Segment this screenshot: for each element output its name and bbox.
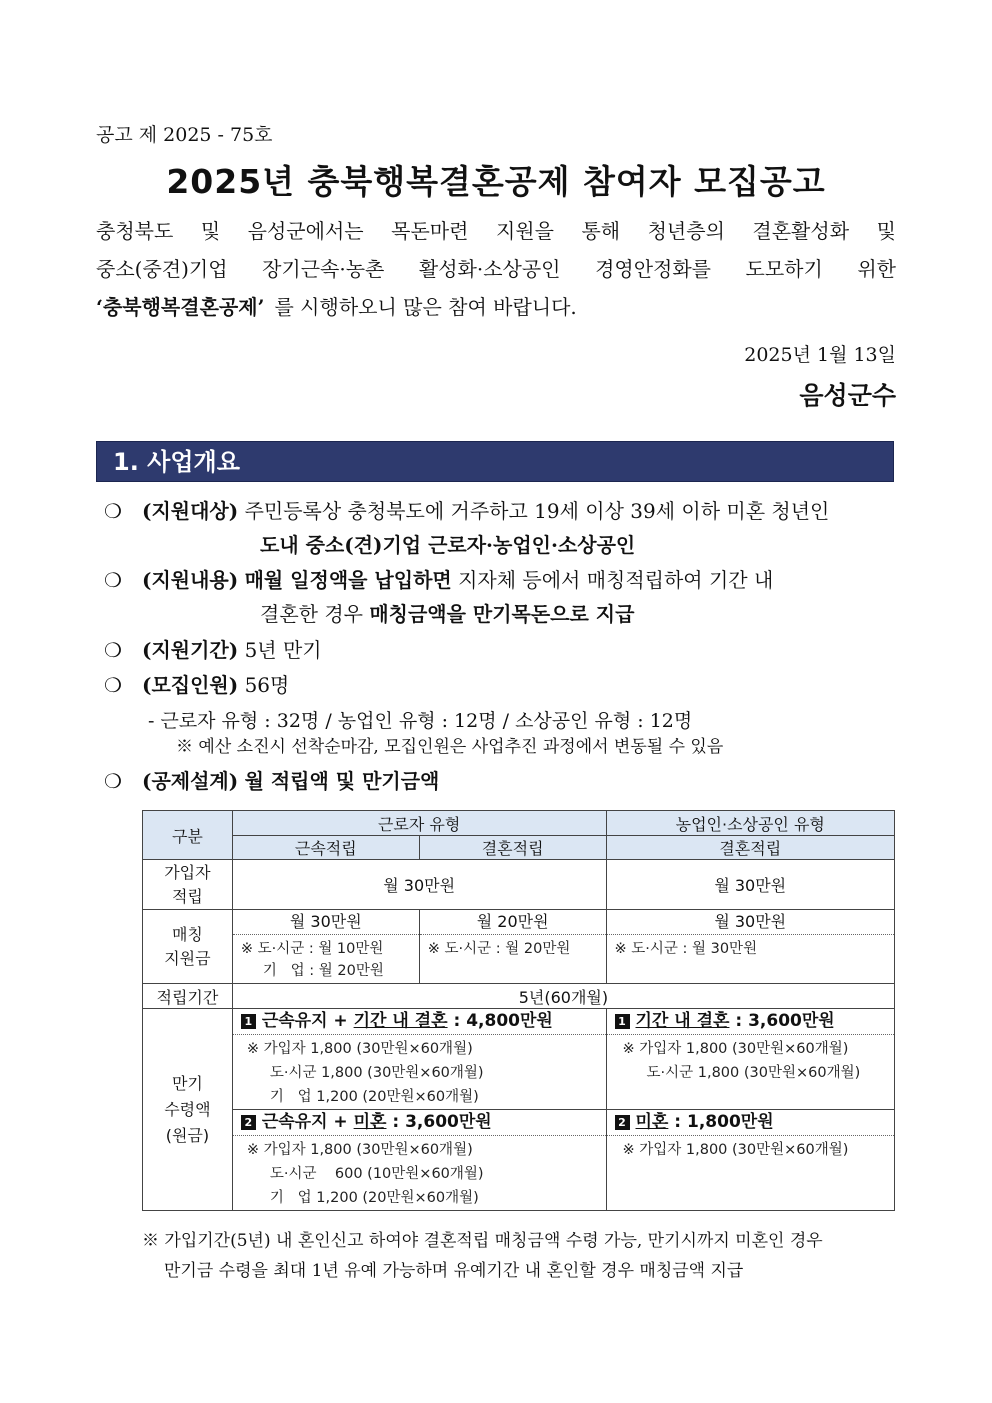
w2-note1: ※ 가입자 1,800 (30만원×60개월) — [246, 1142, 473, 1158]
item-period — [104, 633, 894, 667]
issuer: 음성군수 — [799, 381, 896, 410]
f2-b: 미혼 — [635, 1112, 669, 1132]
item-label: (모집인원) — [142, 673, 239, 697]
circle-bullet-icon: ❍ — [104, 769, 122, 793]
match-marriage-value: 월 20만원 — [420, 910, 606, 935]
intro-paragraph — [96, 212, 896, 326]
item-text-bold: 매월 일정액을 납입하면 — [244, 568, 452, 592]
match-farmer-value: 월 30만원 — [607, 910, 895, 935]
footer-line-2: 만기금 수령을 최대 1년 유예 가능하며 유예기간 내 혼인할 경우 매칭금액 지급 — [164, 1261, 744, 1281]
item-cont-bold: 매칭금액을 만기목돈으로 지급 — [369, 602, 635, 626]
intro-word: 목돈마련 — [391, 219, 469, 243]
period-value: 5년(60개월) — [232, 984, 894, 1009]
item-text: 5년 만기 — [244, 638, 322, 662]
item-content-cont — [260, 597, 634, 631]
farmer-case-2 — [606, 1110, 895, 1211]
f1-note2: 도·시군 1,800 (30만원×60개월) — [646, 1065, 861, 1081]
page-title: 2025년 충북행복결혼공제 참여자 모집공고 — [166, 162, 826, 201]
f1-c: : 3,600만원 — [729, 1011, 835, 1031]
item-text: 월 적립액 및 만기금액 — [244, 769, 440, 793]
w1-note3: 기 업 1,200 (20만원×60개월) — [269, 1089, 479, 1105]
match-longterm-cell — [232, 910, 419, 984]
recruit-breakdown: - 근로자 유형 : 32명 / 농업인 유형 : 12명 / 소상공인 유형 : 12명 — [148, 710, 693, 732]
number-box-icon: 1 — [241, 1014, 256, 1029]
intro-line-3-rest: 를 시행하오니 많은 참여 바랍니다. — [274, 295, 577, 319]
intro-word: 활성화·소상공인 — [418, 257, 561, 281]
header-category: 구분 — [143, 811, 233, 860]
item-recruit — [104, 668, 894, 702]
f1-b: 기간 내 결혼 — [635, 1011, 730, 1031]
item-cont-text: 결혼한 경우 — [260, 602, 370, 626]
header-marriage-farmer: 결혼적립 — [606, 836, 895, 860]
intro-word: 및 — [200, 219, 221, 243]
intro-word: 충청북도 — [96, 219, 174, 243]
f1-note1: ※ 가입자 1,800 (30만원×60개월) — [622, 1041, 849, 1057]
match-longterm-note1: ※ 도·시군 : 월 10만원 — [240, 941, 384, 957]
savings-design-table — [142, 810, 895, 1211]
match-longterm-value: 월 30만원 — [233, 910, 419, 935]
f2-c: : 1,800만원 — [668, 1112, 774, 1132]
w1-b: 기간 내 결혼 — [353, 1011, 448, 1031]
worker-case-1 — [232, 1009, 606, 1110]
intro-word: 위한 — [857, 257, 896, 281]
match-marriage-cell — [419, 910, 606, 984]
header-worker-type: 근로자 유형 — [232, 811, 606, 836]
intro-word: 및 — [876, 219, 896, 243]
notice-date: 2025년 1월 13일 — [744, 344, 896, 366]
intro-word: 장기근속·농촌 — [262, 257, 385, 281]
header-marriage: 결혼적립 — [419, 836, 606, 860]
worker-case-2 — [232, 1110, 606, 1211]
match-farmer-note: ※ 도·시군 : 월 30만원 — [614, 941, 758, 957]
maturity-label-1: 만기 — [171, 1073, 203, 1093]
footer-line-1: ※ 가입기간(5년) 내 혼인신고 하여야 결혼적립 매칭금액 수령 가능, 만기시까지 미혼인 경우 — [142, 1231, 823, 1251]
number-box-icon: 2 — [241, 1115, 256, 1130]
intro-word: 경영안정화를 — [595, 257, 711, 281]
intro-word: 도모하기 — [745, 257, 823, 281]
match-marriage-note: ※ 도·시군 : 월 20만원 — [427, 941, 571, 957]
number-box-icon: 1 — [615, 1014, 630, 1029]
section-header: 1. 사업개요 — [96, 441, 894, 482]
item-design — [104, 764, 894, 798]
worker-case-2-title — [233, 1110, 606, 1136]
intro-word: 중소(중견)기업 — [96, 257, 228, 281]
match-longterm-note2: 기 업 : 월 20만원 — [262, 963, 384, 979]
row-label-maturity — [143, 1009, 233, 1211]
w2-note3: 기 업 1,200 (20만원×60개월) — [269, 1190, 479, 1206]
item-text: 56명 — [244, 673, 290, 697]
item-label: (지원대상) — [142, 499, 239, 523]
item-text: 주민등록상 충청북도에 거주하고 19세 이상 39세 이하 미혼 청년인 — [244, 499, 830, 523]
circle-bullet-icon: ❍ — [104, 638, 122, 662]
circle-bullet-icon: ❍ — [104, 568, 122, 592]
intro-line-1 — [96, 212, 896, 250]
w2-c: : 3,600만원 — [386, 1112, 492, 1132]
row-label-join: 가입자 적립 — [143, 860, 233, 910]
intro-word: 음성군에서는 — [247, 219, 364, 243]
item-label: (지원내용) — [142, 568, 239, 592]
footer-note — [142, 1226, 894, 1286]
notice-number: 공고 제 2025 - 75호 — [96, 124, 273, 146]
row-label-period: 적립기간 — [143, 984, 233, 1009]
header-farmer-type: 농업인·소상공인 유형 — [606, 811, 895, 836]
farmer-case-2-title — [607, 1110, 895, 1136]
w2-b: 미혼 — [353, 1112, 387, 1132]
recruit-note: ※ 예산 소진시 선착순마감, 모집인원은 사업추진 과정에서 변동될 수 있음 — [176, 737, 724, 757]
w1-a: 근속유지 + — [261, 1011, 354, 1031]
farmer-case-1 — [606, 1009, 895, 1110]
row-label-match: 매칭 지원금 — [143, 910, 233, 984]
w2-a: 근속유지 + — [261, 1112, 354, 1132]
match-farmer-cell — [606, 910, 895, 984]
maturity-label-2: 수령액 — [164, 1099, 211, 1119]
item-label: (공제설계) — [142, 769, 239, 793]
item-content — [104, 563, 894, 597]
w1-note1: ※ 가입자 1,800 (30만원×60개월) — [246, 1041, 473, 1057]
worker-case-1-title — [233, 1009, 606, 1035]
intro-word: 통해 — [581, 219, 621, 243]
header-longterm: 근속적립 — [232, 836, 419, 860]
w1-note2: 도·시군 1,800 (30만원×60개월) — [269, 1065, 484, 1081]
item-text: 지자체 등에서 매칭적립하여 기간 내 — [451, 568, 774, 592]
join-worker-value: 월 30만원 — [232, 860, 606, 910]
intro-line-2 — [96, 250, 896, 288]
w1-c: : 4,800만원 — [447, 1011, 553, 1031]
intro-line-3 — [96, 288, 896, 326]
item-target-cont: 도내 중소(견)기업 근로자·농업인·소상공인 — [260, 533, 636, 557]
circle-bullet-icon: ❍ — [104, 499, 122, 523]
w2-note2: 도·시군 600 (10만원×60개월) — [269, 1166, 484, 1182]
farmer-case-1-title — [607, 1009, 895, 1035]
circle-bullet-icon: ❍ — [104, 673, 122, 697]
maturity-label-3: (원금) — [165, 1125, 210, 1145]
intro-word: 청년층의 — [647, 219, 725, 243]
item-target — [104, 494, 894, 528]
intro-word: 결혼활성화 — [752, 219, 850, 243]
number-box-icon: 2 — [615, 1115, 630, 1130]
f2-note1: ※ 가입자 1,800 (30만원×60개월) — [622, 1142, 849, 1158]
intro-word: 지원을 — [495, 219, 554, 243]
join-farmer-value: 월 30만원 — [606, 860, 895, 910]
item-label: (지원기간) — [142, 638, 239, 662]
program-name: ‘충북행복결혼공제’ — [96, 295, 265, 319]
